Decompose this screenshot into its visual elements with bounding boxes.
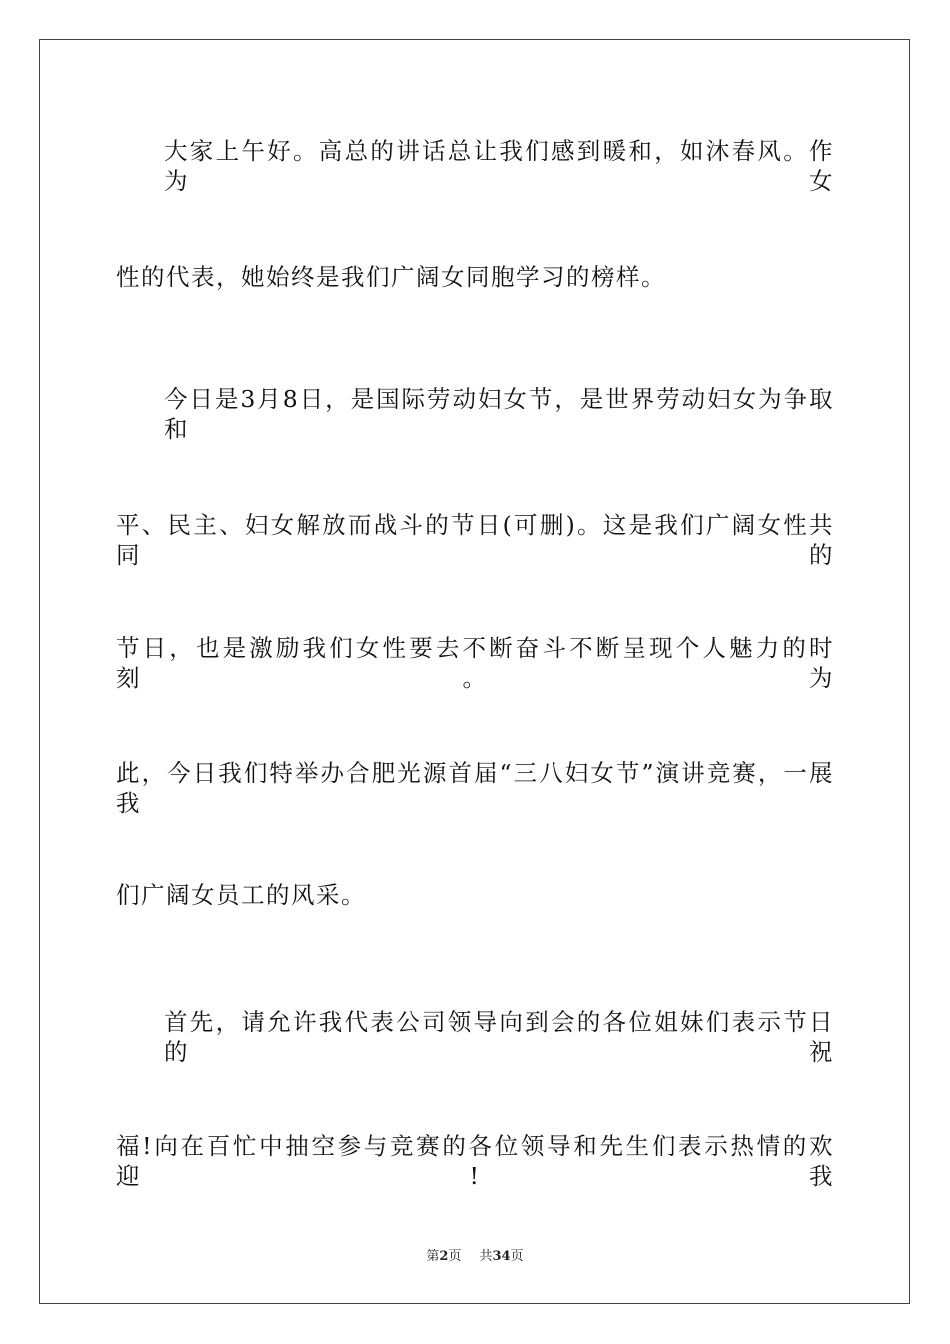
paragraph-1-line-2: 性的代表，她始终是我们广阔女同胞学习的榜样。 [116,263,666,291]
paragraph-1-line-1: 大家上午好。高总的讲话总让我们感到暖和，如沐春风。作为女 [164,137,834,195]
paragraph-3-line-2: 福!向在百忙中抽空参与竞赛的各位领导和先生们表示热情的欢迎!我 [116,1132,834,1190]
footer-page-suffix: 页 [448,1249,462,1264]
paragraph-2-line-3: 节日，也是激励我们女性要去不断奋斗不断呈现个人魅力的时刻。为 [116,634,834,692]
paragraph-2-line-5: 们广阔女员工的风采。 [116,881,366,909]
footer-total-pages: 34 [492,1249,511,1264]
paragraph-2-line-1: 今日是3月8日，是国际劳动妇女节，是世界劳动妇女为争取和 [164,385,834,443]
paragraph-2-line-4: 此，今日我们特举办合肥光源首届“三八妇女节”演讲竞赛，一展我 [116,759,834,817]
footer-total-suffix: 页 [510,1249,524,1264]
footer-total-prefix: 共 [479,1249,493,1264]
page-footer [0,1248,950,1266]
footer-page-number: 2 [439,1249,449,1264]
paragraph-2-line-2: 平、民主、妇女解放而战斗的节日(可删)。这是我们广阔女性共同的 [116,511,834,569]
paragraph-3-line-1: 首先，请允许我代表公司领导向到会的各位姐妹们表示节日的祝 [164,1008,834,1066]
footer-page-prefix: 第 [426,1249,440,1264]
